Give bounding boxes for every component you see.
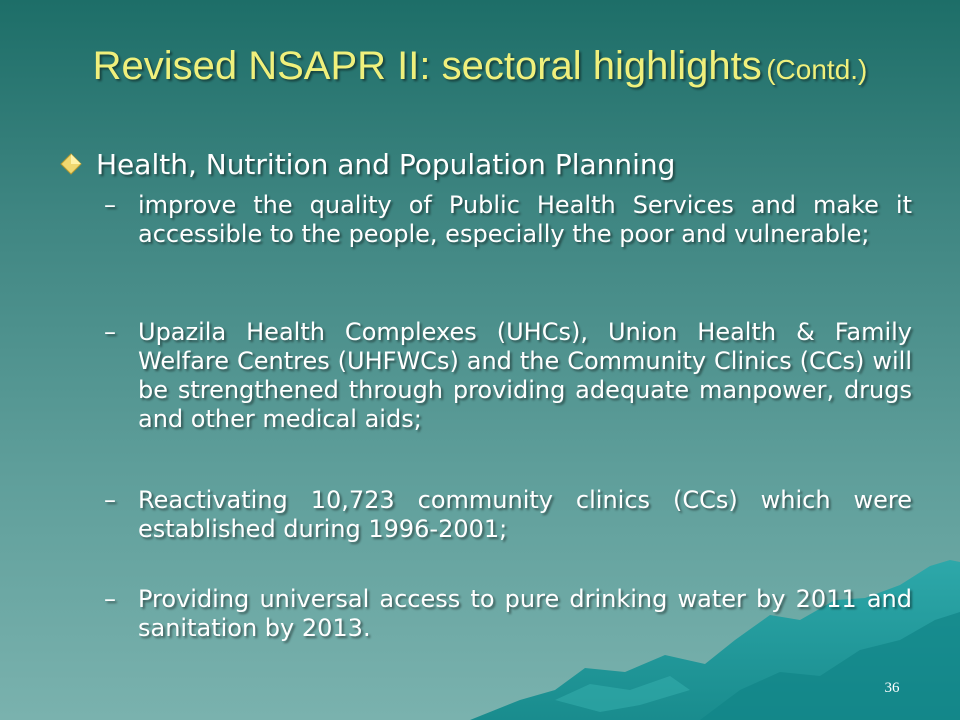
slide-title bbox=[0, 44, 960, 89]
bullet-heading bbox=[60, 146, 675, 182]
sub-bullet-3 bbox=[104, 486, 912, 544]
sub-bullet-text: improve the quality of Public Health Services and make it accessible to the people, especially the poor and vulnerable; bbox=[138, 191, 912, 248]
dash-marker: – bbox=[104, 318, 116, 346]
sub-bullet-text: Providing universal access to pure drinking water by 2011 and sanitation by 2013. bbox=[138, 585, 912, 642]
dash-marker: – bbox=[104, 486, 116, 514]
sub-bullet-1 bbox=[104, 191, 912, 249]
title-text: Revised NSAPR II: sectoral highlights bbox=[92, 44, 762, 88]
sub-bullet-text: Upazila Health Complexes (UHCs), Union Health & Family Welfare Centres (UHFWCs) and the Community Clinics (CCs) will be strengthened through providing adequate manpower, drugs and other medical aids; bbox=[138, 318, 912, 433]
dash-marker: – bbox=[104, 191, 116, 219]
sub-bullet-text: Reactivating 10,723 community clinics (CCs) which were established during 1996-2001; bbox=[138, 486, 912, 543]
diamond-bullet-icon bbox=[60, 153, 82, 175]
sub-bullet-2 bbox=[104, 318, 912, 434]
heading-text: Health, Nutrition and Population Planning bbox=[96, 147, 676, 181]
title-suffix: (Contd.) bbox=[766, 54, 868, 85]
sub-bullet-4 bbox=[104, 585, 912, 643]
dash-marker: – bbox=[104, 585, 116, 613]
slide-number: 36 bbox=[884, 680, 900, 696]
